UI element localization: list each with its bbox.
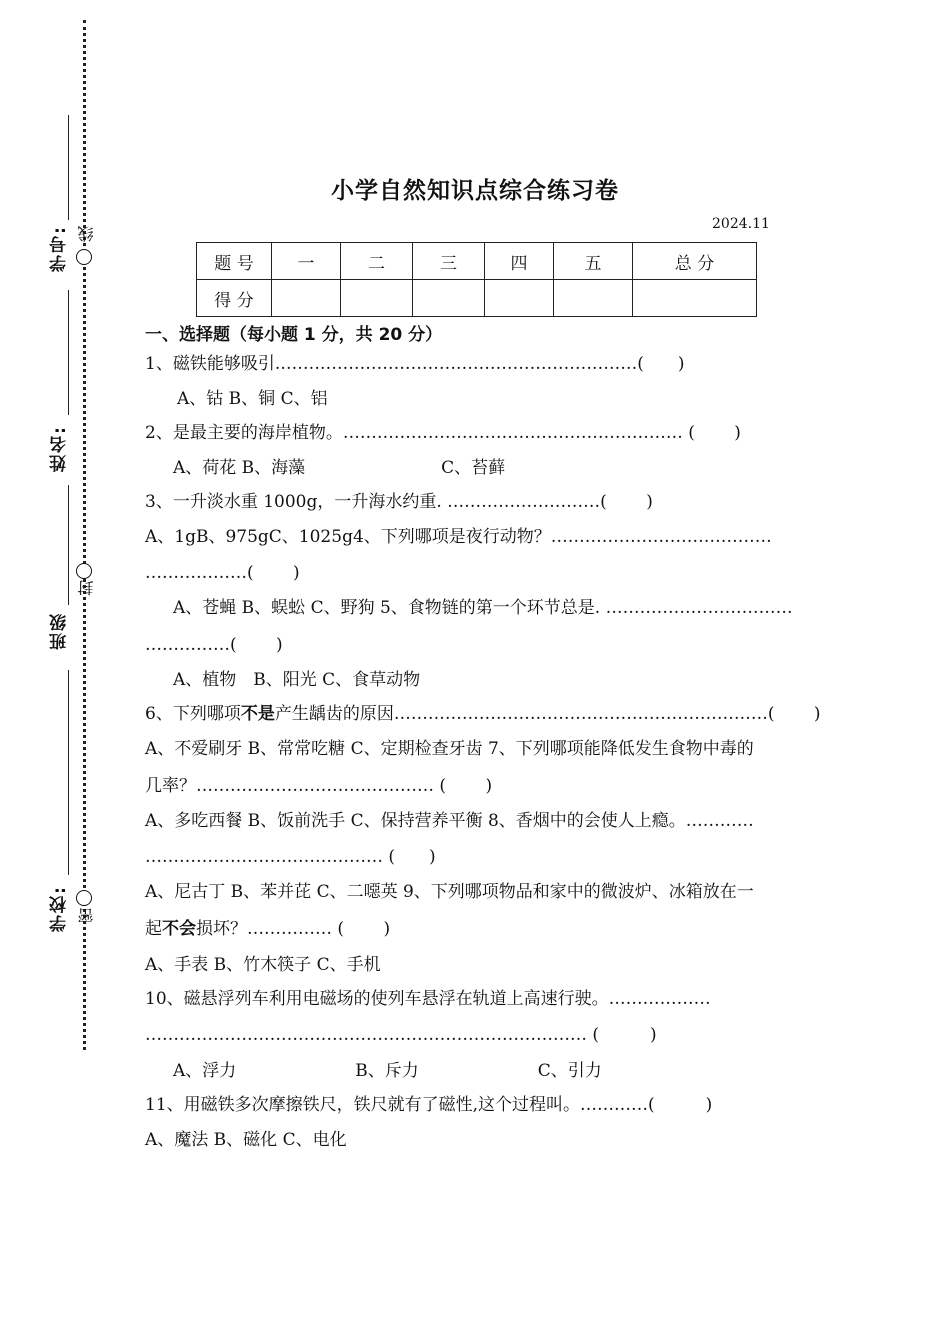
option-line: A、手表 B、竹木筷子 C、手机 (145, 955, 381, 975)
question-line: 几率？…………………………………… ( ) (145, 776, 493, 796)
question-line: A、不爱刷牙 B、常常吃糖 C、定期检查牙齿 7、下列哪项能降低发生食物中毒的 (145, 739, 754, 759)
question-line: ……………( ) (145, 635, 283, 655)
score-input-total[interactable] (633, 280, 757, 317)
cell-q1: 一 (272, 243, 341, 280)
option-line: A、浮力 B、斥力 C、引力 (173, 1061, 602, 1081)
feng-marker: 封 (77, 580, 96, 596)
cell-q4: 四 (485, 243, 554, 280)
question-line: A、多吃西餐 B、饭前洗手 C、保持营养平衡 8、香烟中的会使人上瘾。………… (145, 811, 754, 831)
option-line: A、魔法 B、磁化 C、电化 (145, 1130, 347, 1150)
question-line: A、苍蝇 B、蜈蚣 C、野狗 5、食物链的第一个环节总是. …………………………… (173, 598, 793, 618)
score-input-q4[interactable] (485, 280, 554, 317)
question-line: 10、磁悬浮列车利用电磁场的使列车悬浮在轨道上高速行驶。……………… (145, 989, 711, 1009)
cell-tihao: 题 号 (197, 243, 272, 280)
mi-circle (76, 890, 92, 906)
score-input-q5[interactable] (554, 280, 633, 317)
option-line: A、植物 B、阳光 C、食草动物 (173, 670, 421, 690)
xuexiao-underline (68, 670, 69, 875)
score-input-q3[interactable] (413, 280, 485, 317)
mi-marker: 密 (77, 908, 96, 924)
score-input-q1[interactable] (272, 280, 341, 317)
cell-total: 总 分 (633, 243, 757, 280)
question-text: 损坏？…………… ( ) (196, 919, 391, 939)
score-table-score-row (197, 280, 757, 317)
xuehao-label: 学号: (50, 225, 70, 272)
question-line: …………………………………………………………………… ( ) (145, 1025, 657, 1045)
option-line: A、钴 B、铜 C、铝 (177, 389, 328, 409)
question-text: 6、下列哪项 (145, 704, 241, 724)
question-line: A、1gB、975gC、1025g4、下列哪项是夜行动物？………………………………… (145, 527, 772, 547)
section-title: 一、选择题（每小题 1 分，共 20 分） (145, 325, 443, 345)
xuexiao-label: 学校: (50, 885, 70, 932)
page-title: 小学自然知识点综合练习卷 (331, 178, 619, 204)
emphasis-text: 不会 (162, 919, 196, 939)
emphasis-text: 不是 (240, 704, 275, 724)
question-text: 起 (145, 919, 162, 939)
question-line: …………………………………… ( ) (145, 847, 436, 867)
exam-date: 2024.11 (712, 216, 770, 232)
question-line (145, 706, 821, 723)
question-line: 3、一升淡水重 1000g，一升海水约重. ………………………( ) (145, 492, 653, 512)
feng-circle (76, 563, 92, 579)
question-line: 1、磁铁能够吸引.………………………………………………………( ) (145, 354, 685, 374)
question-line: ………………( ) (145, 563, 300, 583)
xingming-underline (68, 290, 69, 415)
xian-circle (76, 249, 92, 265)
score-input-q2[interactable] (341, 280, 413, 317)
question-line (145, 921, 390, 938)
xian-marker: 线 (77, 226, 96, 242)
banji-label: 班级 (50, 612, 70, 650)
question-line: 11、用磁铁多次摩擦铁尺，铁尺就有了磁性,这个过程叫。…………( ) (145, 1095, 713, 1115)
question-line: A、尼古丁 B、苯并芘 C、二噁英 9、下列哪项物品和家中的微波炉、冰箱放在一 (145, 882, 754, 902)
xingming-label: 姓名: (50, 425, 70, 472)
score-table-header-row (197, 243, 757, 280)
cell-defen: 得 分 (197, 280, 272, 317)
question-line: 2、是最主要的海岸植物。…………………………………………………… ( ) (145, 423, 741, 443)
option-line: A、荷花 B、海藻 C、苔藓 (173, 458, 506, 478)
cell-q5: 五 (554, 243, 633, 280)
banji-underline (68, 485, 69, 605)
score-table (196, 242, 757, 317)
question-text: 产生龋齿的原因…………………………………………………………( ) (274, 704, 821, 724)
cell-q3: 三 (413, 243, 485, 280)
cell-q2: 二 (341, 243, 413, 280)
